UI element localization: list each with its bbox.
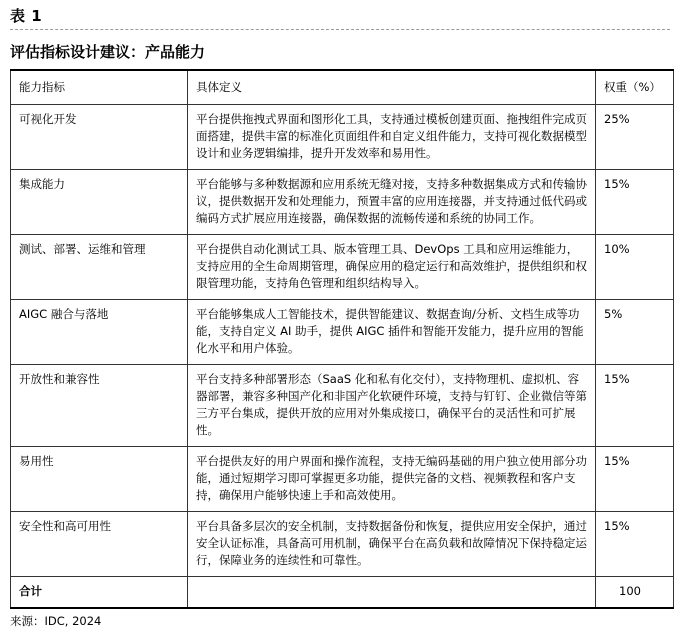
capability-name: 测试、部署、运维和管理 [11, 235, 188, 300]
capability-name: 易用性 [11, 447, 188, 512]
capability-weight: 15% [596, 512, 674, 577]
total-weight: 100 [596, 577, 674, 609]
capability-table [10, 69, 674, 609]
table-row [11, 365, 674, 447]
total-row [11, 577, 674, 609]
table-row [11, 235, 674, 300]
capability-name: 安全性和高可用性 [11, 512, 188, 577]
capability-definition: 平台提供友好的用户界面和操作流程，支持无编码基础的用户独立使用部分功能，通过短期学习即可掌握更多功能，提供完备的文档、视频教程和客户支持，确保用户能够快速上手和高效使用。 [188, 447, 596, 512]
dashed-divider [10, 29, 670, 30]
capability-name: 开放性和兼容性 [11, 365, 188, 447]
capability-weight: 25% [596, 105, 674, 170]
table-header-row [11, 70, 674, 105]
header-capability: 能力指标 [11, 70, 188, 105]
capability-definition: 平台能够与多种数据源和应用系统无缝对接，支持多种数据集成方式和传输协议，提供数据开发和处理能力，预置丰富的应用连接器，并支持通过低代码或编码方式扩展应用连接器，确保数据的流畅传递和系统的协同工作。 [188, 170, 596, 235]
capability-weight: 5% [596, 300, 674, 365]
capability-weight: 15% [596, 365, 674, 447]
header-weight: 权重（%） [596, 70, 674, 105]
table-number-label: 表 1 [10, 7, 43, 25]
table-row [11, 300, 674, 365]
capability-name: AIGC 融合与落地 [11, 300, 188, 365]
capability-definition: 平台提供自动化测试工具、版本管理工具、DevOps 工具和应用运维能力，支持应用的全生命周期管理，确保应用的稳定运行和高效维护，提供组织和权限管理功能，支持角色管理和组织结构导入。 [188, 235, 596, 300]
source-note: 来源：IDC, 2024 [10, 614, 102, 628]
capability-name: 集成能力 [11, 170, 188, 235]
capability-definition: 平台具备多层次的安全机制，支持数据备份和恢复，提供应用安全保护，通过安全认证标准，具备高可用机制，确保平台在高负载和故障情况下保持稳定运行，保障业务的连续性和可靠性。 [188, 512, 596, 577]
capability-definition: 平台能够集成人工智能技术，提供智能建议、数据查询/分析、文档生成等功能，支持自定义 AI 助手，提供 AIGC 插件和智能开发能力，提升应用的智能化水平和用户体验。 [188, 300, 596, 365]
total-definition [188, 577, 596, 609]
capability-weight: 15% [596, 170, 674, 235]
table-row [11, 170, 674, 235]
table-title: 评估指标设计建议：产品能力 [10, 43, 206, 61]
capability-weight: 10% [596, 235, 674, 300]
table-row [11, 447, 674, 512]
capability-definition: 平台提供拖拽式界面和图形化工具，支持通过模板创建页面、拖拽组件完成页面搭建，提供丰富的标准化页面组件和自定义组件能力，支持可视化数据模型设计和业务逻辑编排，提升开发效率和易用性。 [188, 105, 596, 170]
capability-name: 可视化开发 [11, 105, 188, 170]
table-row [11, 105, 674, 170]
capability-weight: 15% [596, 447, 674, 512]
header-definition: 具体定义 [188, 70, 596, 105]
table-row [11, 512, 674, 577]
total-label: 合计 [11, 577, 188, 609]
capability-definition: 平台支持多种部署形态（SaaS 化和私有化交付），支持物理机、虚拟机、容器部署，兼容多种国产化和非国产化软硬件环境，支持与钉钉、企业微信等第三方平台集成，提供开放的应用对外集成接口，确保平台的灵活性和可扩展性。 [188, 365, 596, 447]
